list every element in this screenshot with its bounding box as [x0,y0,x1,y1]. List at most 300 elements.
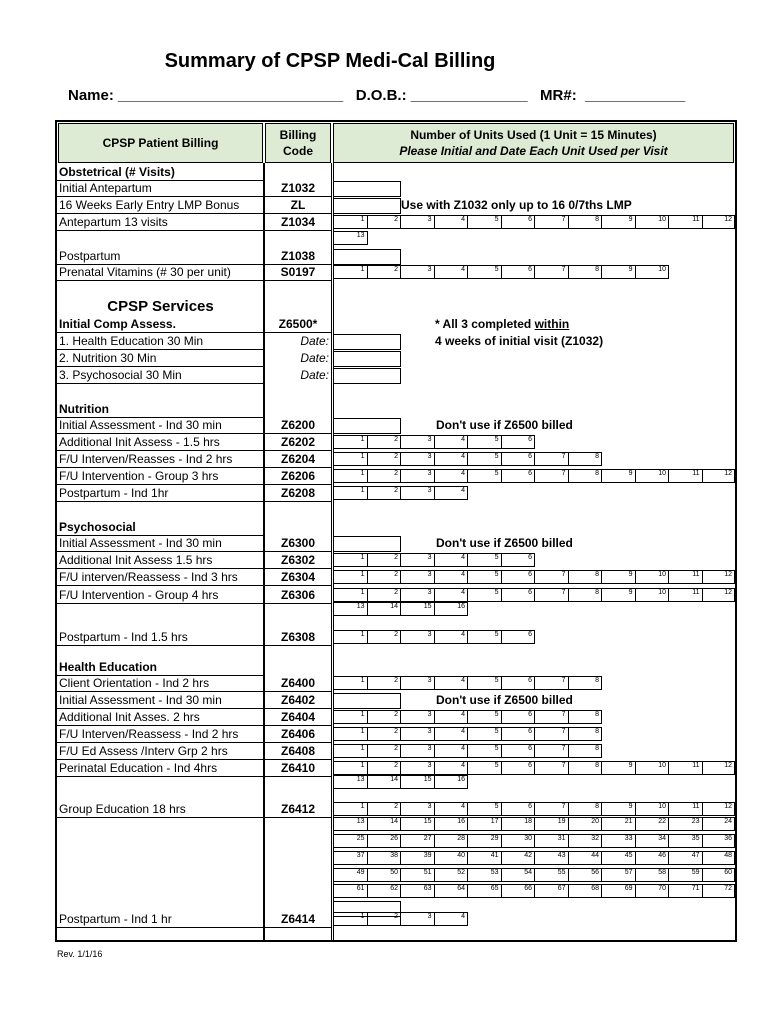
unit-box[interactable] [668,588,703,602]
unit-box[interactable] [434,834,469,848]
row-divider [265,501,331,502]
unit-box[interactable] [434,452,469,466]
unit-box[interactable] [434,435,469,449]
unit-box[interactable] [668,884,703,898]
unit-box[interactable] [702,834,736,848]
unit-box[interactable] [367,435,402,449]
unit-box[interactable] [668,215,703,229]
unit-box[interactable] [568,761,603,775]
unit-box[interactable] [501,265,536,279]
unit-box[interactable] [601,884,636,898]
unit-entry-box[interactable] [333,198,401,214]
unit-box[interactable] [400,802,435,816]
unit-box[interactable] [333,215,368,229]
unit-number: 10 [658,266,666,273]
unit-box[interactable] [333,469,368,483]
unit-box[interactable] [467,868,502,882]
unit-box[interactable] [702,884,736,898]
unit-box[interactable] [601,802,636,816]
unit-box[interactable] [400,761,435,775]
unit-box[interactable] [668,834,703,848]
unit-box[interactable] [367,588,402,602]
unit-number: 3 [427,762,432,769]
unit-box[interactable] [434,710,469,724]
unit-box[interactable] [400,744,435,758]
unit-box[interactable] [467,744,502,758]
unit-box[interactable] [367,744,402,758]
unit-box[interactable] [400,710,435,724]
unit-box[interactable] [501,834,536,848]
unit-box[interactable] [501,851,536,865]
unit-box[interactable] [400,452,435,466]
unit-box[interactable] [400,817,435,831]
unit-box[interactable] [635,868,670,882]
unit-box[interactable] [367,912,402,926]
unit-box[interactable] [467,761,502,775]
row-divider [265,725,331,726]
unit-box[interactable] [400,834,435,848]
unit-box[interactable] [635,834,670,848]
unit-number: 7 [561,571,566,578]
unit-number: 4 [461,266,465,273]
unit-number: 6 [528,745,532,752]
unit-box[interactable] [635,588,670,602]
unit-box[interactable] [367,868,402,882]
unit-box[interactable] [333,817,368,831]
unit-number: 23 [691,818,700,825]
unit-box[interactable] [467,851,502,865]
unit-number: 10 [658,803,666,810]
unit-box[interactable] [434,727,469,741]
unit-box[interactable] [501,435,536,449]
unit-box[interactable] [367,884,402,898]
unit-box[interactable] [400,884,435,898]
unit-box[interactable] [400,265,435,279]
unit-box[interactable] [434,884,469,898]
unit-number: 33 [624,835,633,842]
unit-box[interactable] [400,602,435,616]
unit-box[interactable] [568,851,603,865]
unit-box[interactable] [668,761,703,775]
unit-box[interactable] [333,775,368,789]
unit-box[interactable] [467,884,502,898]
unit-box[interactable] [568,570,603,584]
unit-box[interactable] [668,817,703,831]
unit-box[interactable] [501,868,536,882]
unit-box[interactable] [467,570,502,584]
unit-box[interactable] [635,265,670,279]
unit-box[interactable] [601,588,636,602]
unit-box[interactable] [568,452,603,466]
row-divider [57,691,263,692]
unit-box[interactable] [467,630,502,644]
unit-box[interactable] [333,553,368,567]
unit-box[interactable] [568,469,603,483]
unit-box[interactable] [367,802,402,816]
unit-box[interactable] [534,817,569,831]
unit-box[interactable] [635,851,670,865]
unit-box[interactable] [534,570,569,584]
unit-box[interactable] [501,630,536,644]
section-heading: Initial Comp Assess. [59,317,176,331]
unit-number: 8 [595,677,599,684]
unit-number: 8 [595,762,599,769]
row-divider [57,383,263,384]
unit-number: 6 [528,762,532,769]
unit-number: 4 [461,571,465,578]
unit-box[interactable] [601,215,636,229]
unit-box[interactable] [702,588,736,602]
billing-code: Z1038 [280,249,316,263]
unit-box[interactable] [367,676,402,690]
unit-box[interactable] [702,817,736,831]
unit-number: 71 [691,885,700,892]
unit-box[interactable] [367,215,402,229]
unit-number: 9 [628,266,633,273]
unit-entry-box[interactable] [333,693,401,709]
unit-box[interactable] [501,802,536,816]
unit-box[interactable] [534,802,569,816]
unit-box[interactable] [601,868,636,882]
unit-entry-box[interactable] [333,536,401,552]
unit-box[interactable] [367,630,402,644]
unit-box[interactable] [400,469,435,483]
unit-box[interactable] [400,553,435,567]
unit-box[interactable] [434,602,469,616]
unit-entry-box[interactable] [333,418,401,434]
unit-box[interactable] [568,802,603,816]
billing-item-label: Initial Assessment - Ind 30 min [59,693,222,707]
unit-box[interactable] [333,630,368,644]
unit-box[interactable] [434,802,469,816]
row-divider [265,332,331,333]
date-label: Date: [300,351,329,365]
unit-box[interactable] [333,912,368,926]
unit-number: 9 [628,589,633,596]
row-divider [57,645,263,646]
unit-box[interactable] [333,868,368,882]
unit-box[interactable] [367,727,402,741]
unit-box[interactable] [434,553,469,567]
row-divider [57,196,263,197]
unit-number: 6 [528,711,532,718]
unit-box[interactable] [534,868,569,882]
unit-box[interactable] [333,727,368,741]
unit-box[interactable] [702,570,736,584]
unit-box[interactable] [702,851,736,865]
unit-box[interactable] [501,744,536,758]
unit-box[interactable] [568,588,603,602]
row-divider [57,551,263,552]
unit-number: 12 [724,216,732,223]
unit-box[interactable] [534,710,569,724]
unit-box[interactable] [568,817,603,831]
billing-code: Z6302 [280,553,316,567]
unit-box[interactable] [534,588,569,602]
billing-item-label: F/U Interven/Reassess - Ind 2 hrs [59,727,239,741]
unit-box[interactable] [333,486,368,500]
unit-box[interactable] [467,727,502,741]
unit-box[interactable] [367,602,402,616]
unit-box[interactable] [568,727,603,741]
unit-box[interactable] [467,710,502,724]
unit-box[interactable] [501,452,536,466]
unit-box[interactable] [501,588,536,602]
unit-box[interactable] [467,676,502,690]
unit-number: 8 [595,711,599,718]
unit-box[interactable] [635,817,670,831]
unit-box[interactable] [333,265,368,279]
unit-box[interactable] [635,215,670,229]
unit-number: 3 [427,745,432,752]
unit-box[interactable] [668,868,703,882]
unit-number: 32 [591,835,599,842]
billing-code: Z6300 [280,536,316,550]
unit-box[interactable] [534,469,569,483]
unit-box[interactable] [333,676,368,690]
unit-box[interactable] [534,834,569,848]
unit-box[interactable] [400,435,435,449]
unit-entry-box[interactable] [333,368,401,384]
unit-box[interactable] [534,727,569,741]
unit-box[interactable] [635,469,670,483]
unit-number: 30 [524,835,532,842]
unit-box[interactable] [333,452,368,466]
unit-box[interactable] [668,469,703,483]
unit-box[interactable] [434,570,469,584]
unit-box[interactable] [367,570,402,584]
unit-box[interactable] [534,761,569,775]
unit-box[interactable] [434,817,469,831]
unit-box[interactable] [568,868,603,882]
unit-number: 55 [557,869,566,876]
unit-box[interactable] [400,588,435,602]
unit-box[interactable] [434,676,469,690]
unit-box[interactable] [702,215,736,229]
unit-box[interactable] [400,630,435,644]
unit-box[interactable] [434,851,469,865]
row-divider [265,776,331,777]
unit-box[interactable] [702,802,736,816]
unit-number: 4 [461,470,465,477]
unit-entry-box[interactable] [333,181,401,197]
unit-box[interactable] [534,215,569,229]
unit-number: 6 [528,554,532,561]
row-divider [265,484,331,485]
unit-box[interactable] [501,817,536,831]
col-billing-code-label: Billing Code [279,128,317,158]
unit-box[interactable] [467,817,502,831]
unit-box[interactable] [333,884,368,898]
unit-box[interactable] [333,744,368,758]
unit-box[interactable] [367,553,402,567]
unit-box[interactable] [333,588,368,602]
unit-box[interactable] [434,486,469,500]
unit-number: 40 [457,852,465,859]
unit-box[interactable] [367,775,402,789]
unit-box[interactable] [534,676,569,690]
unit-box[interactable] [333,602,368,616]
unit-box[interactable] [534,851,569,865]
unit-box[interactable] [635,802,670,816]
unit-number: 5 [494,470,499,477]
unit-number: 5 [494,554,499,561]
unit-number: 34 [658,835,666,842]
unit-number: 5 [494,762,499,769]
unit-box[interactable] [601,851,636,865]
unit-box[interactable] [400,912,435,926]
unit-box[interactable] [635,761,670,775]
unit-entry-box[interactable] [333,351,401,367]
unit-box[interactable] [333,570,368,584]
unit-number: 37 [356,852,365,859]
unit-box[interactable] [501,469,536,483]
unit-number: 6 [528,470,532,477]
unit-number: 41 [490,852,499,859]
unit-box[interactable] [434,912,469,926]
unit-box[interactable] [601,570,636,584]
unit-box[interactable] [367,469,402,483]
unit-box[interactable] [400,727,435,741]
unit-box[interactable] [501,727,536,741]
unit-box[interactable] [400,851,435,865]
unit-box[interactable] [333,851,368,865]
unit-box[interactable] [333,710,368,724]
unit-box[interactable] [635,884,670,898]
unit-box[interactable] [568,834,603,848]
unit-box[interactable] [568,265,603,279]
unit-box[interactable] [367,486,402,500]
unit-box[interactable] [501,761,536,775]
row-divider [265,759,331,760]
unit-number: 53 [490,869,499,876]
unit-box[interactable] [467,265,502,279]
unit-entry-box[interactable] [333,334,401,350]
unit-box[interactable] [467,588,502,602]
unit-box[interactable] [668,802,703,816]
unit-box[interactable] [333,761,368,775]
unit-box[interactable] [501,215,536,229]
unit-box[interactable] [333,802,368,816]
unit-box[interactable] [501,884,536,898]
unit-box[interactable] [568,215,603,229]
unit-box[interactable] [434,215,469,229]
unit-box[interactable] [467,553,502,567]
unit-box[interactable] [400,676,435,690]
unit-box[interactable] [601,834,636,848]
unit-box[interactable] [501,676,536,690]
unit-number: 11 [692,571,700,578]
unit-box[interactable] [702,761,736,775]
z6500-note [435,317,569,332]
unit-number: 6 [528,631,532,638]
unit-box[interactable] [400,868,435,882]
unit-box[interactable] [601,817,636,831]
unit-box[interactable] [534,265,569,279]
col-units-label: Number of Units Used (1 Unit = 15 Minutes) [410,128,657,142]
unit-box[interactable] [400,570,435,584]
unit-box[interactable] [367,265,402,279]
unit-box[interactable] [501,570,536,584]
unit-box[interactable] [668,851,703,865]
unit-box[interactable] [568,710,603,724]
unit-box[interactable] [434,265,469,279]
unit-box[interactable] [400,486,435,500]
row-divider [57,817,263,818]
unit-box[interactable] [501,710,536,724]
unit-number: 12 [724,803,732,810]
unit-box[interactable] [534,452,569,466]
unit-box[interactable] [367,817,402,831]
unit-box[interactable] [702,868,736,882]
unit-box[interactable] [367,761,402,775]
unit-box[interactable] [534,884,569,898]
unit-number: 2 [394,487,398,494]
unit-number: 13 [356,776,365,783]
unit-box[interactable] [501,553,536,567]
unit-number: 8 [595,453,599,460]
unit-box[interactable] [434,630,469,644]
unit-box[interactable] [400,215,435,229]
unit-box[interactable] [467,469,502,483]
unit-box[interactable] [467,834,502,848]
row-divider [265,213,331,214]
unit-box[interactable] [434,868,469,882]
unit-number: 7 [561,711,566,718]
unit-number: 4 [461,216,465,223]
unit-box[interactable] [367,834,402,848]
unit-box[interactable] [601,761,636,775]
unit-box[interactable] [333,231,368,245]
unit-box[interactable] [668,570,703,584]
unit-box[interactable] [333,834,368,848]
unit-box[interactable] [434,761,469,775]
billing-item-label: Additional Init Assess 1.5 hrs [59,553,213,567]
unit-box[interactable] [467,802,502,816]
unit-entry-box[interactable] [333,249,401,265]
unit-number: 5 [494,711,499,718]
unit-box[interactable] [333,435,368,449]
unit-box[interactable] [467,215,502,229]
unit-box[interactable] [601,265,636,279]
unit-box[interactable] [434,588,469,602]
unit-number: 6 [528,453,532,460]
unit-box[interactable] [367,710,402,724]
unit-number: 51 [423,869,432,876]
unit-number: 16 [457,603,465,610]
unit-box[interactable] [467,435,502,449]
unit-box[interactable] [367,452,402,466]
unit-box[interactable] [568,744,603,758]
row-divider [57,742,263,743]
unit-box[interactable] [434,744,469,758]
unit-box[interactable] [702,469,736,483]
unit-box[interactable] [601,469,636,483]
unit-number: 12 [724,571,732,578]
unit-number: 58 [658,869,666,876]
unit-box[interactable] [400,775,435,789]
unit-number: 1 [360,571,365,578]
unit-box[interactable] [635,570,670,584]
unit-box[interactable] [434,469,469,483]
unit-box[interactable] [568,884,603,898]
unit-box[interactable] [434,775,469,789]
unit-box[interactable] [367,851,402,865]
unit-number: 3 [427,470,432,477]
unit-box[interactable] [467,452,502,466]
unit-box[interactable] [568,676,603,690]
unit-box[interactable] [534,744,569,758]
